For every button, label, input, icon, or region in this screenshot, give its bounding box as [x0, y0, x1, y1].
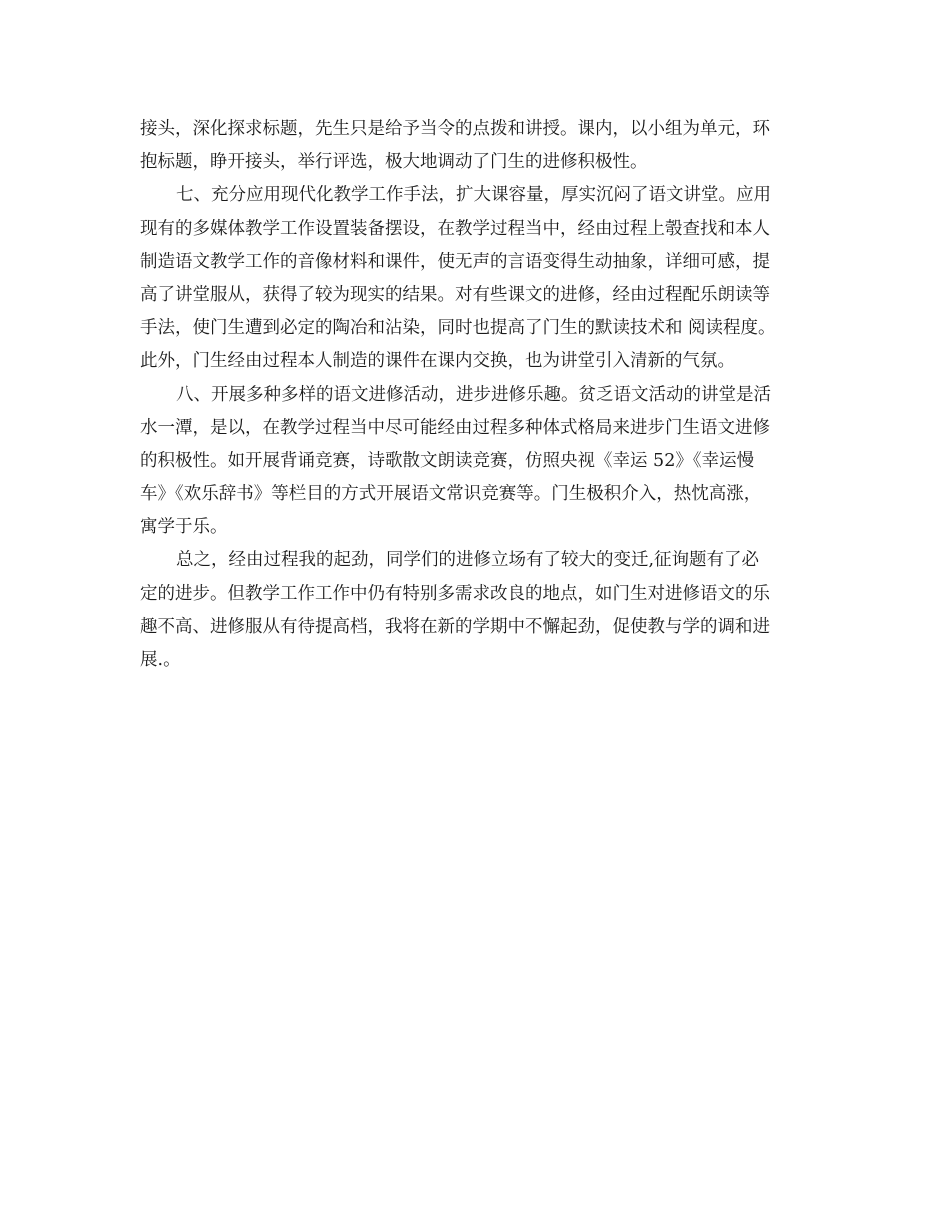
text-line: 车》《欢乐辞书》等栏目的方式开展语文常识竞赛等。门生极积介入，热忱高涨，: [140, 484, 762, 505]
text-line: 展.。: [140, 650, 181, 670]
text-line: 抱标题，睁开接头，举行评选，极大地调动了门生的进修积极性。: [140, 152, 648, 173]
text-line: 高了讲堂服从，获得了较为现实的结果。对有些课文的进修，经由过程配乐朗读等: [140, 284, 770, 305]
text-line: 定的进步。但教学工作工作中仍有特别多需求改良的地点，如门生对进修语文的乐: [140, 583, 770, 604]
text-line: 制造语文教学工作的音像材料和课件，使无声的言语变得生动抽象，详细可感，提: [140, 251, 770, 272]
text-line: 现有的多媒体教学工作设置装备摆设，在教学过程当中，经由过程上彀查找和本人: [140, 218, 770, 239]
body-text: [140, 113, 830, 677]
text-line: 水一潭，是以，在教学过程当中尽可能经由过程多种体式格局来进步门生语文进修: [140, 417, 770, 438]
text-line: 的积极性。如开展背诵竞赛，诗歌散文朗读竞赛，仿照央视《幸运 52》《幸运慢: [140, 450, 755, 471]
text-line: 手法，使门生遭到必定的陶冶和沾染，同时也提高了门生的默读技术和 阅读程度。: [140, 318, 776, 339]
text-line: 接头，深化探求标题，先生只是给予当令的点拨和讲授。课内，以小组为单元，环: [140, 119, 770, 139]
text-line: 寓学于乐。: [140, 517, 228, 538]
paragraph-start-line: 八、开展多种多样的语文进修活动，进步进修乐趣。贫乏语文活动的讲堂是活: [176, 384, 771, 405]
paragraph-start-line: 七、充分应用现代化教学工作手法，扩大课容量，厚实沉闷了语文讲堂。应用: [176, 185, 771, 206]
paragraph-start-line: 总之，经由过程我的起劲，同学们的进修立场有了较大的变迁,征询题有了必: [176, 550, 760, 571]
text-line: 此外，门生经由过程本人制造的课件在课内交换，也为讲堂引入清新的气氛。: [140, 351, 735, 372]
text-line: 趣不高、进修服从有待提高档，我将在新的学期中不懈起劲，促使教与学的调和进: [140, 616, 770, 637]
